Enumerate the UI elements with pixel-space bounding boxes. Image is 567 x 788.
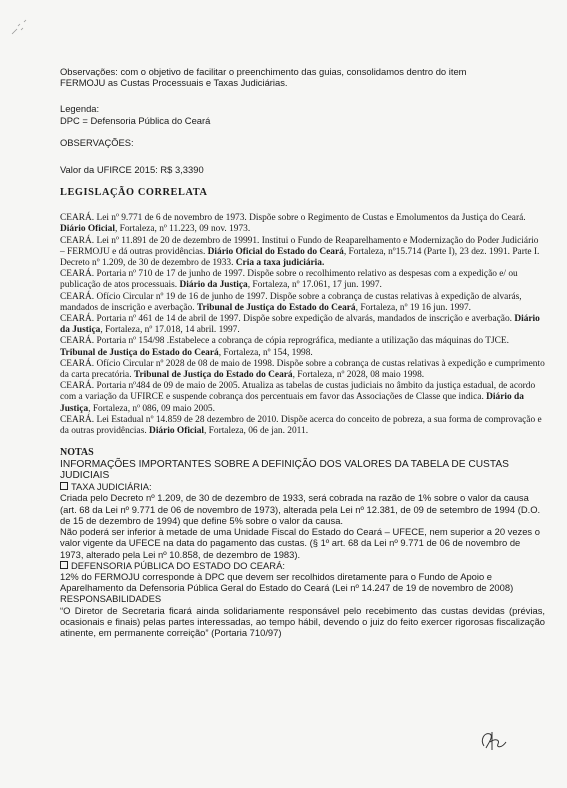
legislacao-item-reference: , Fortaleza, nº 086, 09 maio 2005. — [88, 403, 215, 414]
legislacao-item-text: CEARÁ. Portaria nº484 de 09 de maio de 2005. Atualiza as tabelas de custas judiciais no âmbito da justiça estadual, de acordo com a variação da UFIRCE e suspende cobrança dos percentuais em favor das Associações de Classe que indica. — [60, 381, 536, 403]
legislacao-item-reference: , Fortaleza, nº 154, 1998. — [218, 347, 313, 358]
legislacao-item-source: Diário da Justiça — [60, 314, 540, 336]
responsabilidades-paragraph: “O Diretor de Secretaria ficará ainda solidariamente responsável pelo recebimento das custas devidas (prévias, ocasionais e finais) pelas partes interessadas, ao tempo hábil, devendo o juiz do feito exercer rigorosas fiscalização atinente, em permanente correição” (Portaria 710/97) — [60, 604, 545, 638]
legislacao-item-source: Tribunal de Justiça do Estado do Ceará — [133, 370, 293, 381]
legislacao-item — [60, 314, 545, 336]
taxa-judiciaria-paragraph-2: Não poderá ser inferior à metade de uma Unidade Fiscal do Estado do Ceará – UFECE, nem superior a 20 vezes o valor vigente da UFECE na data do pagamento das custas. (§ 1º art. 68 da Lei nº 9.771 de 06 de novembro de 1973, alterado pela Lei nº 10.858, de dezembro de 1983). — [60, 526, 540, 560]
ufirce-value: Valor da UFIRCE 2015: R$ 3,3390 — [60, 164, 204, 176]
taxa-judiciaria-paragraph-1: Criada pelo Decreto nº 1.209, de 30 de dezembro de 1933, será cobrada na razão de 1% sobre o valor da causa (art. 68 da Lei nº 9.771 de 06 de novembro de 1973), alterada pela Lei nº 12.381, de 09 de setembro de 1994 (D.O. de 15 de dezembro de 1994) que define 5% sobre o valor da causa. — [60, 492, 541, 526]
legislacao-item-text: CEARÁ. Portaria nº 154/98 .Estabelece a cobrança de cópia reprográfica, mediante a utilização das máquinas do TJCE. — [60, 336, 509, 347]
legislacao-item-text: CEARÁ. Portaria nº 710 de 17 de junho de 1997. Dispõe sobre o recolhimento relativo as despesas com a expedição e/ ou publicação de atos processuais. — [60, 269, 518, 291]
legislacao-item-reference: , Fortaleza, 06 de jan. 2011. — [203, 426, 309, 437]
dpc-title-row — [60, 560, 545, 571]
legislacao-item-source: Diário Oficial do Estado do Ceará — [207, 246, 344, 257]
legislacao-item — [60, 269, 545, 291]
legislacao-item-text: CEARÁ. Lei nº 9.771 de 6 de novembro de 1973. Dispõe sobre o Regimento de Custas e Emolumentos da Justiça do Ceará. — [60, 213, 526, 224]
legislacao-heading: LEGISLAÇÃO CORRELATA — [60, 187, 208, 199]
notas-subtitle: INFORMAÇÕES IMPORTANTES SOBRE A DEFINIÇÃO DOS VALORES DA TABELA DE CUSTAS JUDICIAIS — [60, 459, 509, 482]
handwritten-initials-signature — [476, 726, 514, 756]
legislacao-item-text: CEARÁ. Portaria nº 461 de 14 de abril de 1997. Dispõe sobre expedição de alvarás, mandados de inscrição e averbação. — [60, 314, 515, 325]
notas-title: NOTAS — [60, 447, 94, 459]
legislacao-item-reference: , Fortaleza, nº 11.223, 09 nov. 1973. — [114, 224, 251, 235]
legislacao-item-text: CEARÁ. Ofício Circular nº 19 de 16 de junho de 1997. Dispõe sobre a cobrança de custas relativas à expedição de alvarás, mandados de inscrição e averbação. — [60, 291, 522, 313]
legislacao-item-source: Diário da Justiça — [179, 280, 248, 291]
legislacao-item-text: Decreto nº 1.209, de 30 de dezembro de 1933. — [60, 258, 236, 269]
legislacao-item — [60, 415, 545, 437]
legislacao-item-text: CEARÁ. Lei nº 11.891 de 20 de dezembro de 19991. Institui o Fundo de Reaparelhamento e Modernização do Poder Judiciário – FERMOJU e dá outras providências. — [60, 235, 539, 257]
dpc-paragraph: 12% do FERMOJU corresponde à DPC que devem ser recolhidos diretamente para o Fundo de Apoio e Aparelhamento da Defensoria Pública Geral do Estado do Ceará (Lei nº 14.247 de 19 de novembro de 2008) — [60, 570, 514, 594]
legislacao-item-source: Tribunal de Justiça do Estado do Ceará — [60, 347, 219, 358]
observacoes-intro-line-2: FERMOJU as Custas Processuais e Taxas Judiciárias. — [60, 77, 288, 89]
legislacao-item-source: Tribunal de Justiça do Estado do Ceará — [196, 302, 356, 313]
legislacao-item — [60, 292, 545, 314]
document-body — [60, 66, 545, 638]
taxa-judiciaria-title: TAXA JUDICIÁRIA: — [71, 481, 152, 493]
taxa-judiciaria-title-row — [60, 481, 545, 492]
scan-mark — [8, 18, 34, 40]
legenda-title: Legenda: — [60, 103, 100, 115]
responsabilidades-title: RESPONSABILIDADES — [60, 593, 162, 605]
checkbox-icon — [60, 482, 68, 490]
legislacao-item — [60, 236, 545, 258]
observacoes-intro-line-1: Observações: com o objetivo de facilitar o preenchimento das guias, consolidamos dentro do item — [60, 66, 467, 77]
legislacao-item-reference: , Fortaleza, nº 2028, 08 maio 1998. — [292, 370, 425, 381]
legislacao-item-source: Diário da Justiça — [60, 392, 524, 414]
legislacao-item-text: CEARÁ. Ofício Circular nº 2028 de 08 de maio de 1998. Dispõe sobre a cobrança de custas relativas à expedição e cumprimento da carta precatória. — [60, 358, 545, 381]
legislacao-item-reference: , Fortaleza, nº15.714 (Parte I), 23 dez. 1991. Parte I. — [343, 246, 540, 257]
legislacao-item-source: Diário Oficial — [60, 224, 115, 235]
legenda — [60, 103, 545, 125]
taxa-judiciaria-section — [60, 481, 545, 638]
observacoes-title: OBSERVAÇÕES: — [60, 136, 134, 148]
observacoes-intro — [60, 66, 545, 88]
legislacao-item-text: CEARÁ. Lei Estadual nº 14.859 de 28 dezembro de 2010. Dispõe acerca do conceito de pobreza, a sua forma de comprovação e da outras providências. — [60, 414, 542, 437]
legislacao-item-source: Cria a taxa judiciária. — [235, 258, 325, 269]
legenda-item: DPC = Defensoria Pública do Ceará — [60, 114, 211, 126]
legislacao-item — [60, 359, 545, 381]
legislacao-item — [60, 213, 545, 235]
legislacao-item-reference: , Fortaleza, nº 17.061, 17 jun. 1997. — [247, 280, 382, 291]
legislacao-item — [60, 381, 545, 415]
legislacao-item — [60, 258, 545, 269]
checkbox-icon — [60, 561, 68, 569]
legislacao-item-source: Diário Oficial — [149, 426, 204, 437]
legislacao-item — [60, 336, 545, 358]
legislacao-item-reference: , Fortaleza, nº 17.018, 14 abril. 1997. — [100, 325, 240, 336]
legislacao-item-reference: , Fortaleza, nº 19 16 jun. 1997. — [355, 302, 472, 313]
legislacao-list — [60, 213, 545, 437]
dpc-title: DEFENSORIA PÚBLICA DO ESTADO DO CEARÁ: — [71, 559, 285, 571]
